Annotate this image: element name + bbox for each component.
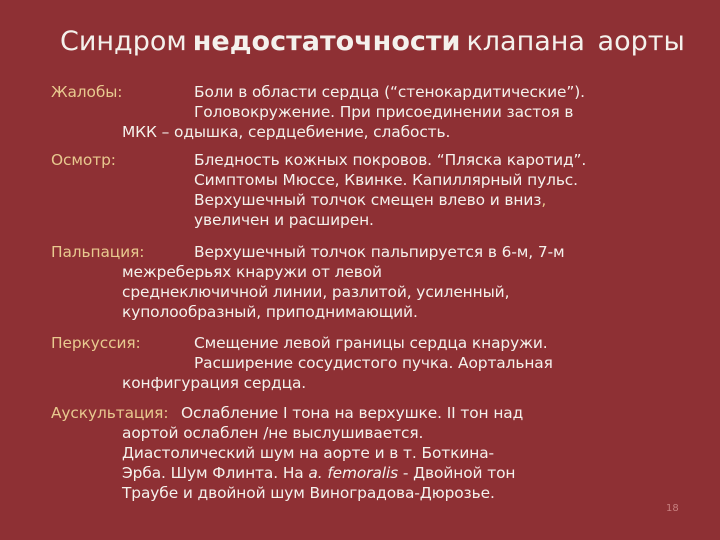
complaints-line-3: МКК – одышка, сердцебиение, слабость. bbox=[122, 123, 451, 141]
auscultation-label: Аускультация: bbox=[51, 404, 169, 422]
auscultation-line-5: Траубе и двойной шум Виноградова-Дюрозье. bbox=[122, 484, 495, 502]
title-part-1: Синдром bbox=[60, 26, 187, 57]
palpation-line-3: среднеключичной линии, разлитой, усиленный, bbox=[122, 283, 510, 301]
auscultation-line-1: Ослабление I тона на верхушке. II тон над bbox=[181, 404, 524, 422]
inspection-line-4: увеличен и расширен. bbox=[194, 211, 374, 229]
percussion-line-2: Расширение сосудистого пучка. Аортальная bbox=[194, 354, 553, 372]
page-number: 18 bbox=[666, 503, 679, 514]
complaints-line-1: Боли в области сердца (“стенокардитические”). bbox=[194, 83, 585, 101]
auscultation-line-4-latin: a. femoralis bbox=[308, 464, 399, 482]
auscultation-line-4-pre: Эрба. Шум Флинта. На bbox=[122, 464, 309, 482]
auscultation-line-3: Диастолический шум на аорте и в т. Боткина- bbox=[122, 444, 494, 462]
section-complaints bbox=[51, 82, 691, 142]
palpation-line-4: куполообразный, приподнимающий. bbox=[122, 303, 418, 321]
title-part-2: недостаточности bbox=[192, 26, 461, 57]
title-part-3: клапана аорты bbox=[466, 26, 685, 57]
palpation-line-1: Верхушечный толчок пальпируется в 6-м, 7-м bbox=[194, 243, 565, 261]
percussion-line-3: конфигурация сердца. bbox=[122, 374, 307, 392]
inspection-line-1: Бледность кожных покровов. “Пляска каротид”. bbox=[194, 151, 587, 169]
inspection-line-3-comma: , bbox=[541, 191, 547, 209]
section-auscultation bbox=[51, 403, 691, 503]
auscultation-line-2: аортой ослаблен /не выслушивается. bbox=[122, 424, 424, 442]
inspection-line-2: Симптомы Мюссе, Квинке. Капиллярный пульс. bbox=[194, 171, 578, 189]
palpation-line-2: межреберьях кнаружи от левой bbox=[122, 263, 382, 281]
inspection-label: Осмотр: bbox=[51, 151, 116, 169]
auscultation-line-4-post: - Двойной тон bbox=[398, 464, 516, 482]
complaints-line-2: Головокружение. При присоединении застоя в bbox=[194, 103, 574, 121]
percussion-line-1: Смещение левой границы сердца кнаружи. bbox=[194, 334, 548, 352]
section-palpation bbox=[51, 242, 691, 322]
complaints-label: Жалобы: bbox=[51, 83, 123, 101]
slide-title bbox=[60, 22, 700, 62]
section-percussion bbox=[51, 333, 691, 393]
section-inspection bbox=[51, 150, 691, 230]
auscultation-line-4 bbox=[122, 463, 515, 483]
percussion-label: Перкуссия: bbox=[51, 334, 141, 352]
inspection-line-3-text: Верхушечный толчок смещен влево и вниз bbox=[194, 191, 542, 209]
inspection-line-3 bbox=[194, 190, 546, 210]
palpation-label: Пальпация: bbox=[51, 243, 145, 261]
